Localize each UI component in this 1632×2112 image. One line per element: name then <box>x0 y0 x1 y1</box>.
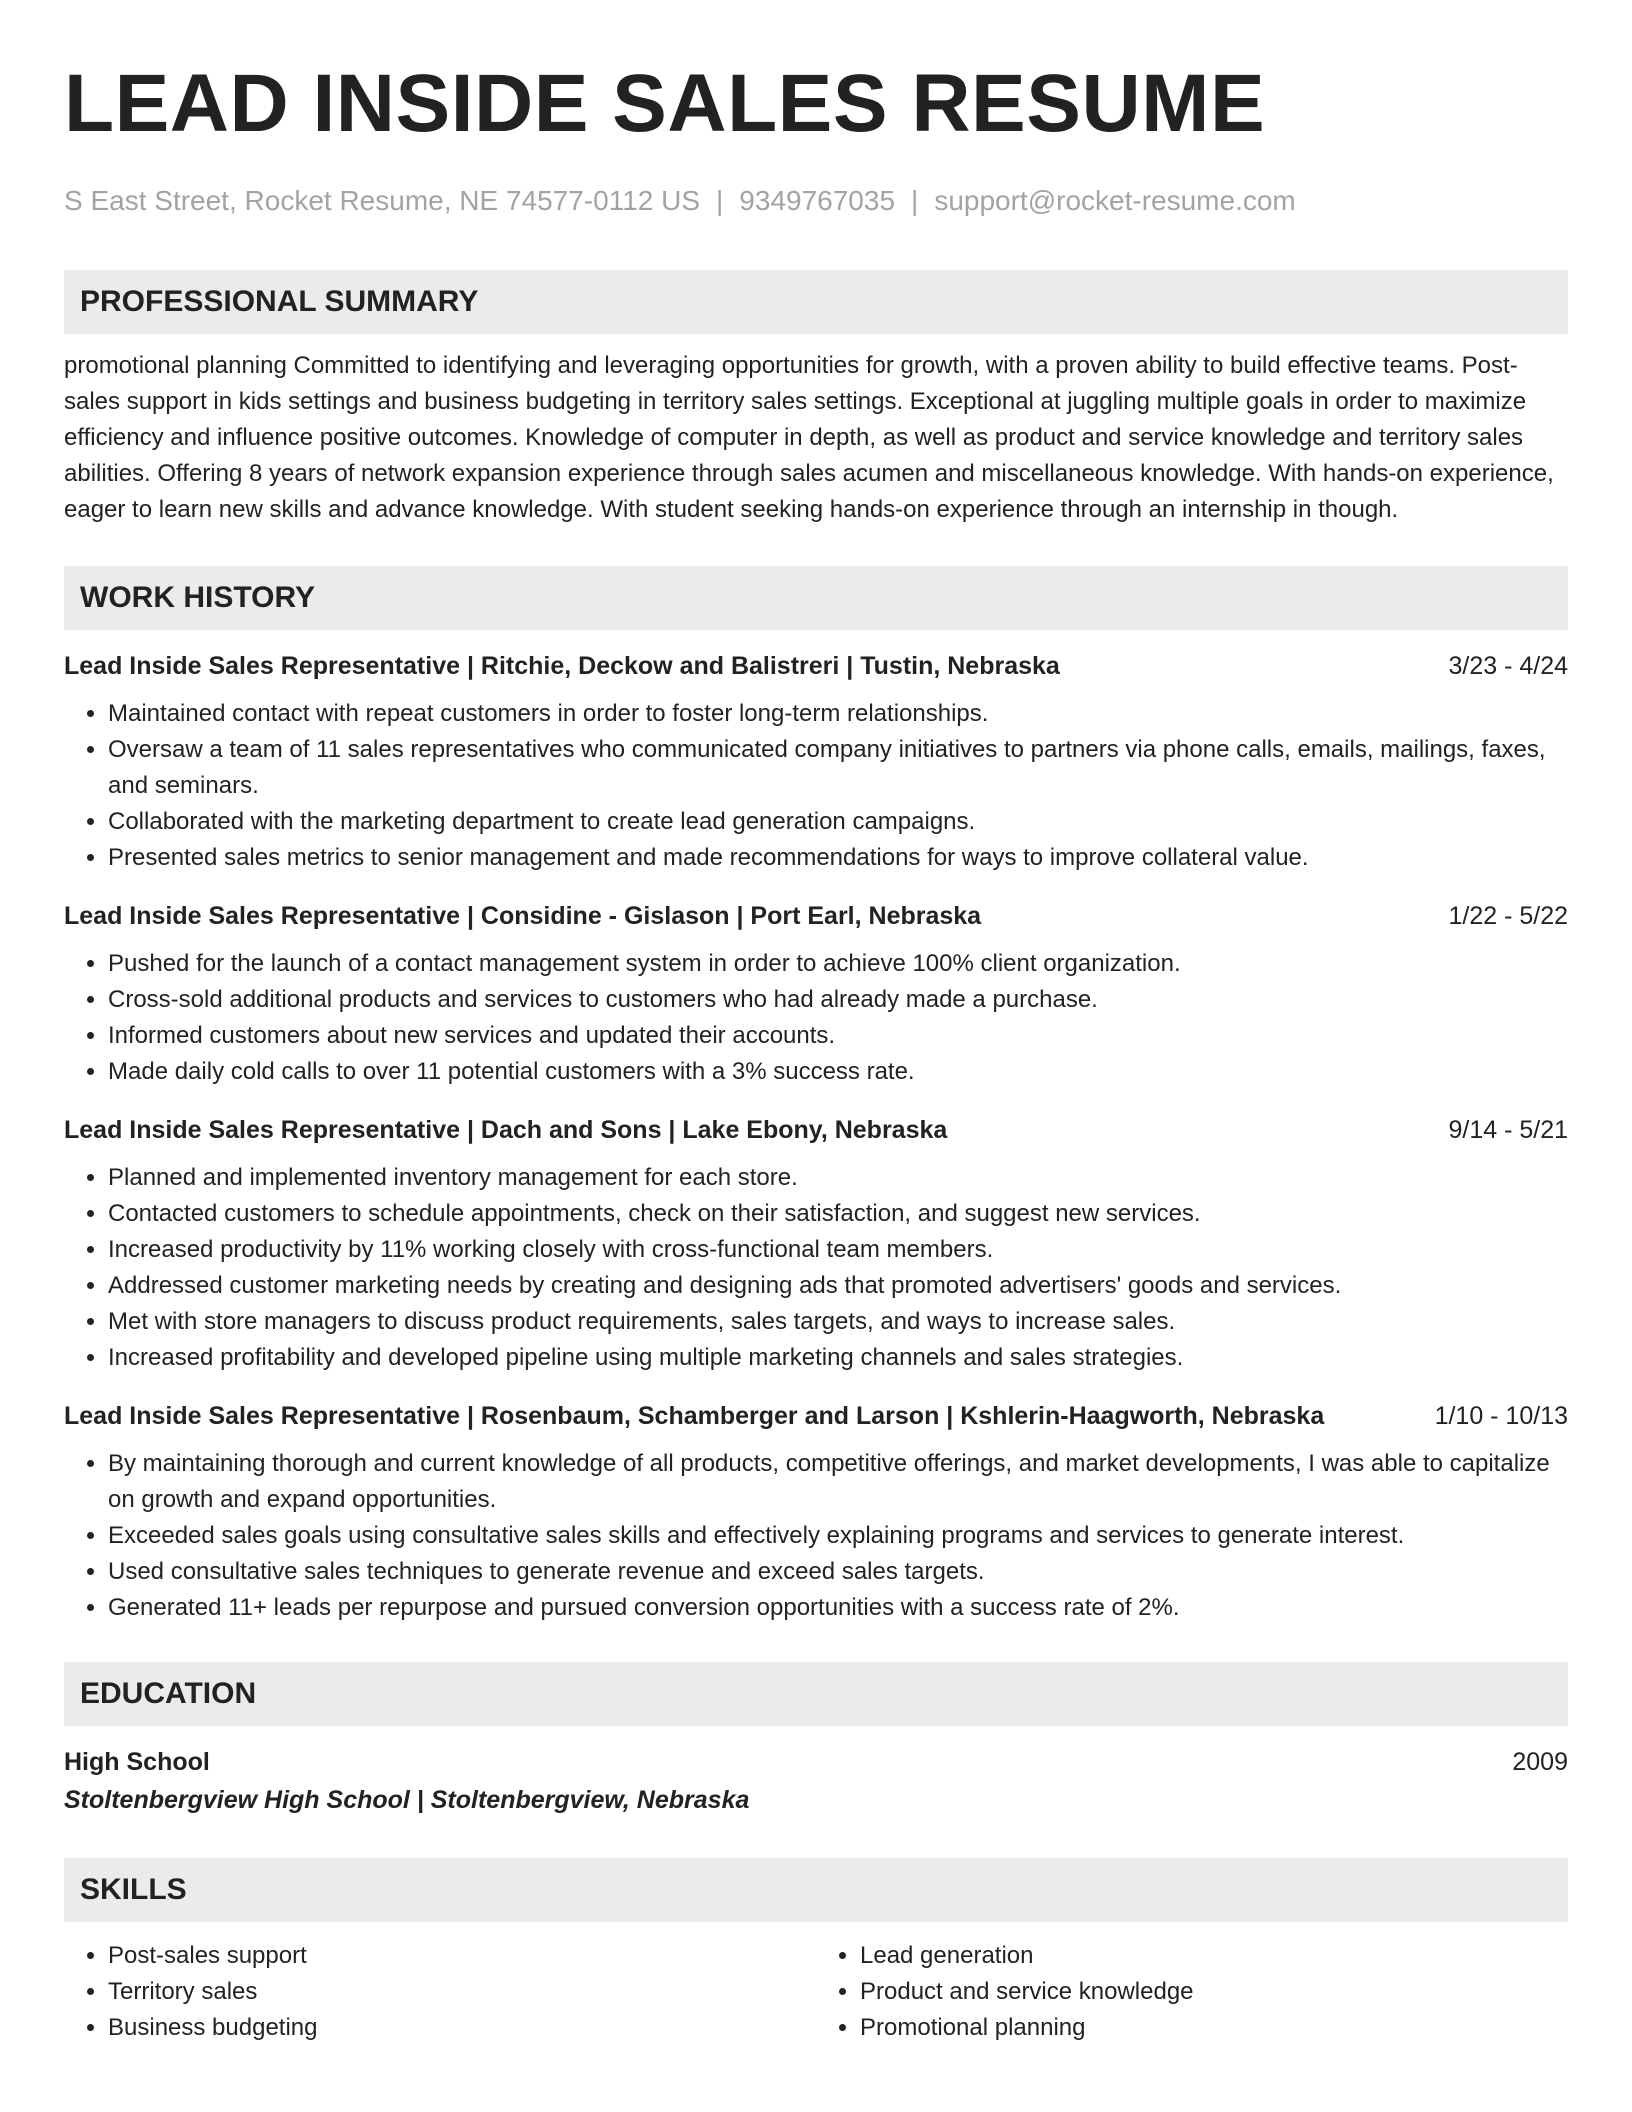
job-bullet: • Oversaw a team of 11 sales representatives who communicated company initiatives to partners via phone calls, emails, mailings, faxes, and seminars. <box>108 732 1568 804</box>
job-title: Lead Inside Sales Representative | Ritchie, Deckow and Balistreri | Tustin, Nebraska <box>64 652 1060 680</box>
job-bullets <box>64 696 1568 876</box>
job-title: Lead Inside Sales Representative | Rosenbaum, Schamberger and Larson | Kshlerin-Haagworth, Nebraska <box>64 1402 1325 1430</box>
education-degree: High School <box>64 1748 210 1776</box>
job-bullets <box>64 946 1568 1090</box>
contact-line <box>64 184 1568 218</box>
skill-item: • Business budgeting <box>108 2010 816 2046</box>
job-dates: 9/14 - 5/21 <box>1448 1116 1568 1144</box>
job-bullet: • Cross-sold additional products and services to customers who had already made a purchase. <box>108 982 1568 1018</box>
skill-item: • Product and service knowledge <box>860 1974 1568 2010</box>
skills-heading: SKILLS <box>64 1858 1568 1922</box>
education-entry <box>64 1744 1568 1780</box>
job-header <box>64 898 1568 934</box>
job-title: Lead Inside Sales Representative | Considine - Gislason | Port Earl, Nebraska <box>64 902 982 930</box>
job-bullet: • Planned and implemented inventory management for each store. <box>108 1160 1568 1196</box>
job-dates: 1/10 - 10/13 <box>1434 1402 1568 1430</box>
skill-item: • Post-sales support <box>108 1938 816 1974</box>
job-bullet: • Exceeded sales goals using consultative sales skills and effectively explaining programs and services to generate interest. <box>108 1518 1568 1554</box>
contact-phone: 9349767035 <box>739 185 896 216</box>
contact-separator: | <box>911 185 919 216</box>
job-bullet: • Contacted customers to schedule appointments, check on their satisfaction, and suggest new services. <box>108 1196 1568 1232</box>
job-header <box>64 1398 1568 1434</box>
job-bullet: • Increased profitability and developed pipeline using multiple marketing channels and sales strategies. <box>108 1340 1568 1376</box>
job-entry <box>64 898 1568 1090</box>
job-bullet: • Generated 11+ leads per repurpose and pursued conversion opportunities with a success rate of 2%. <box>108 1590 1568 1626</box>
contact-address: S East Street, Rocket Resume, NE 74577-0112 US <box>64 185 701 216</box>
job-bullets <box>64 1160 1568 1376</box>
job-bullet: • Pushed for the launch of a contact management system in order to achieve 100% client organization. <box>108 946 1568 982</box>
contact-email: support@rocket-resume.com <box>934 185 1296 216</box>
education-school: Stoltenbergview High School | Stoltenbergview, Nebraska <box>64 1786 750 1814</box>
job-bullet: • Presented sales metrics to senior management and made recommendations for ways to improve collateral value. <box>108 840 1568 876</box>
skill-item: • Territory sales <box>108 1974 816 2010</box>
education-heading: EDUCATION <box>64 1662 1568 1726</box>
job-bullet: • Met with store managers to discuss product requirements, sales targets, and ways to increase sales. <box>108 1304 1568 1340</box>
resume-title: LEAD INSIDE SALES RESUME <box>64 58 1266 149</box>
job-bullets <box>64 1446 1568 1626</box>
job-entry <box>64 1398 1568 1626</box>
job-bullet: • Addressed customer marketing needs by creating and designing ads that promoted advertisers' goods and services. <box>108 1268 1568 1304</box>
job-title: Lead Inside Sales Representative | Dach and Sons | Lake Ebony, Nebraska <box>64 1116 948 1144</box>
job-dates: 1/22 - 5/22 <box>1448 902 1568 930</box>
skills-column-right <box>816 1938 1568 2046</box>
job-header <box>64 648 1568 684</box>
summary-heading: PROFESSIONAL SUMMARY <box>64 270 1568 334</box>
job-bullet: • Used consultative sales techniques to generate revenue and exceed sales targets. <box>108 1554 1568 1590</box>
contact-separator: | <box>716 185 724 216</box>
education-year: 2009 <box>1512 1748 1568 1776</box>
summary-text: promotional planning Committed to identifying and leveraging opportunities for growth, with a proven ability to build effective teams. Post-sales support in kids settings and business budgeting in territory sales settings. Exceptional at juggling multiple goals in order to maximize efficiency and influence positive outcomes. Knowledge of computer in depth, as well as product and service knowledge and territory sales abilities. Offering 8 years of network expansion experience through sales acumen and miscellaneous knowledge. With hands-on experience, eager to learn new skills and advance knowledge. With student seeking hands-on experience through an internship in though. <box>64 352 1554 523</box>
job-bullet: • By maintaining thorough and current knowledge of all products, competitive offerings, and market developments, I was able to capitalize on growth and expand opportunities. <box>108 1446 1568 1518</box>
skill-item: • Promotional planning <box>860 2010 1568 2046</box>
job-bullet: • Increased productivity by 11% working closely with cross-functional team members. <box>108 1232 1568 1268</box>
job-bullet: • Made daily cold calls to over 11 potential customers with a 3% success rate. <box>108 1054 1568 1090</box>
job-entry <box>64 1112 1568 1376</box>
skills-column-left <box>64 1938 816 2046</box>
job-entry <box>64 648 1568 876</box>
skill-item: • Lead generation <box>860 1938 1568 1974</box>
job-bullet: • Informed customers about new services and updated their accounts. <box>108 1018 1568 1054</box>
job-bullet: • Collaborated with the marketing department to create lead generation campaigns. <box>108 804 1568 840</box>
skills-list <box>64 1938 1568 2046</box>
job-bullet: • Maintained contact with repeat customers in order to foster long-term relationships. <box>108 696 1568 732</box>
job-header <box>64 1112 1568 1148</box>
work-history-list <box>64 648 1568 1626</box>
job-dates: 3/23 - 4/24 <box>1448 652 1568 680</box>
work-history-heading: WORK HISTORY <box>64 566 1568 630</box>
